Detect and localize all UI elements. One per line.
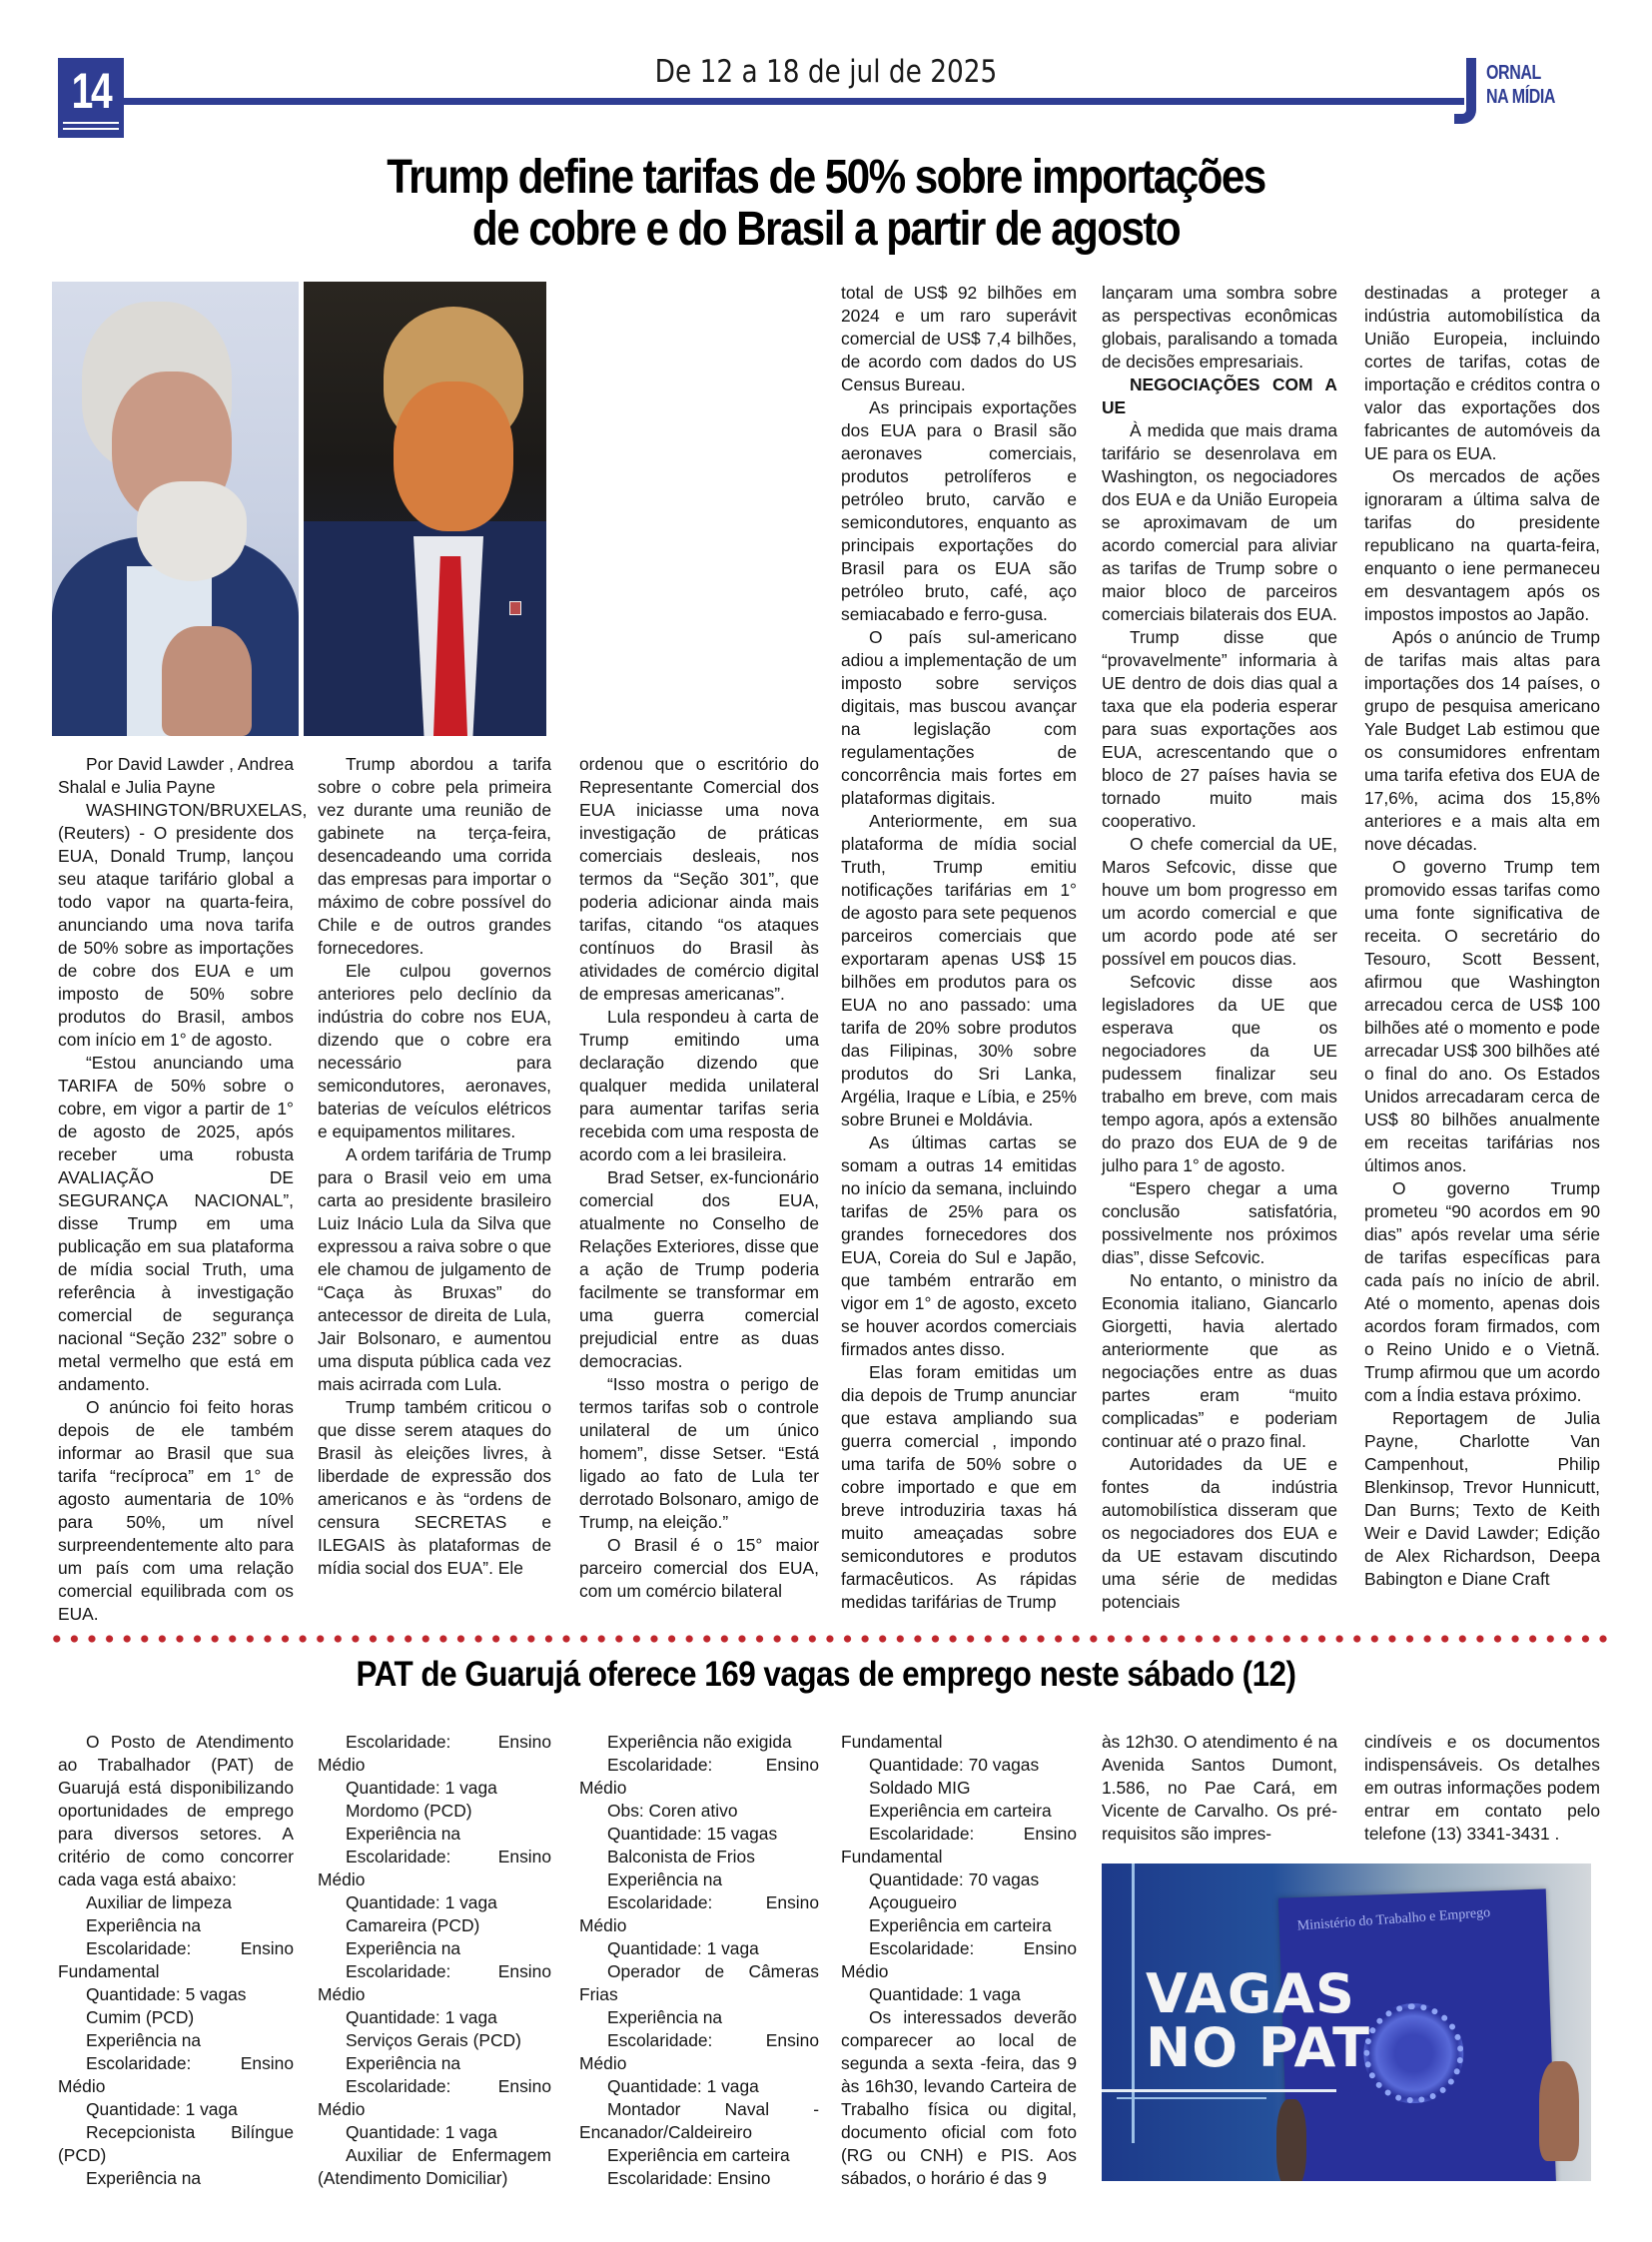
image-decoration bbox=[1276, 2099, 1306, 2181]
paragraph: O Brasil é o 15° maior parceiro comercial dos EUA, com um comércio bilateral bbox=[579, 1535, 819, 1601]
job-title: Operador de Câmeras Frias bbox=[579, 1961, 819, 2004]
job-detail: Escolaridade: Ensino Médio bbox=[318, 1961, 551, 2004]
image-title bbox=[1146, 1962, 1370, 2079]
article-column-2 bbox=[318, 753, 551, 1580]
article-column-6 bbox=[1364, 282, 1600, 1591]
paragraph: À medida que mais drama tarifário se desenrolava em Washington, os negociadores dos EUA e da União Europeia se aproximavam de um acordo comercial para aliviar as tarifas de Trump sobre o maior bloco de parceiros comerciais bilaterais dos EUA. bbox=[1102, 420, 1337, 624]
photo-detail bbox=[162, 626, 252, 736]
article2-column-1 bbox=[58, 1731, 294, 2190]
job-detail: Quantidade: 1 vaga bbox=[346, 1778, 497, 1798]
paragraph: O governo Trump prometeu “90 acordos em 90 dias” após revelar uma série de tarifas específicas para cada país no início de abril. Até o momento, apenas dois acordos foram firmados, com o Reino Unido e o Vietnã. Trump afirmou que um acordo com a Índia estava próximo. bbox=[1364, 1178, 1600, 1405]
image-title-line-2: NO PAT bbox=[1146, 2016, 1370, 2079]
paragraph: Sefcovic disse aos legisladores da UE que esperava que os negociadores da UE pudessem finalizar seu trabalho em breve, com mais tempo agora, após a extensão do prazo dos EUA de 9 de julho para 1° de agosto. bbox=[1102, 972, 1337, 1175]
job-detail: Experiência na bbox=[86, 2030, 202, 2050]
job-detail: Escolaridade: Ensino Fundamental bbox=[58, 1938, 294, 1981]
paragraph: WASHINGTON/BRUXELAS, (Reuters) - O presidente dos EUA, Donald Trump, lançou seu ataque tarifário global a todo vapor na quarta-feira, anunciando uma nova tarifa de 50% sobre as importações de cobre dos EUA e um imposto de 50% sobre produtos do Brasil, ambos com início em 1° de agosto. bbox=[58, 800, 308, 1050]
paragraph: Ele culpou governos anteriores pelo declínio da indústria do cobre nos EUA, dizendo que o cobre era necessário para semicondutores, aeronaves, baterias de veículos elétricos e equipamentos militares. bbox=[318, 961, 551, 1141]
article2-column-6 bbox=[1364, 1731, 1600, 1846]
job-title: Balconista de Frios bbox=[607, 1847, 755, 1867]
photo-lula bbox=[52, 282, 299, 736]
job-title: Cumim (PCD) bbox=[86, 2007, 195, 2027]
flag-pin-icon bbox=[509, 601, 521, 615]
paragraph: As principais exportações dos EUA para o Brasil são aeronaves comerciais, produtos petrolíferos e petróleo bruto, carvão e semicondutores, enquanto as principais exportações do Brasil para os EUA são petróleo bruto, café, aço semiacabado e ferro-gusa. bbox=[841, 397, 1077, 624]
job-detail: Fundamental bbox=[841, 1732, 943, 1752]
job-detail: Quantidade: 1 vaga bbox=[86, 2099, 238, 2119]
paragraph: “Espero chegar a uma conclusão satisfatória, possivelmente nos próximos dias”, disse Sefcovic. bbox=[1102, 1178, 1337, 1267]
job-detail: Quantidade: 1 vaga bbox=[869, 1984, 1021, 2004]
paragraph: ordenou que o escritório do Representante Comercial dos EUA iniciasse uma nova investigação de práticas comerciais desleais, nos termos da “Seção 301”, que poderia adicionar ainda mais tarifas, citando “os ataques contínuos do Brasil às atividades de comércio digital de empresas americanas”. bbox=[579, 754, 819, 1004]
job-title: Auxiliar de limpeza bbox=[86, 1892, 232, 1912]
logo-line-1: ORNAL bbox=[1486, 62, 1541, 84]
job-detail: Obs: Coren ativo bbox=[607, 1801, 738, 1821]
paragraph: total de US$ 92 bilhões em 2024 e um raro superávit comercial de US$ 7,4 bilhões, de acordo com dados do US Census Bureau. bbox=[841, 283, 1077, 394]
article-column-3 bbox=[579, 753, 819, 1603]
section-subheading: NEGOCIAÇÕES COM A UE bbox=[1102, 374, 1337, 417]
paragraph: cindíveis e os documentos indispensáveis. Os detalhes em outras informações podem entrar em contato pelo telefone (13) 3341-3431 . bbox=[1364, 1732, 1600, 1844]
dotted-divider bbox=[48, 1634, 1608, 1644]
paragraph: às 12h30. O atendimento é na Avenida Santos Dumont, 1.586, no Pae Cará, em Vicente de Carvalho. Os pré-requisitos são impres- bbox=[1102, 1732, 1337, 1844]
paragraph: Brad Setser, ex-funcionário comercial dos EUA, atualmente no Conselho de Relações Exteriores, disse que a ação de Trump poderia facilmente se transformar em uma guerra comercial prejudicial entre as duas democracias. bbox=[579, 1167, 819, 1371]
image-decoration bbox=[1117, 2097, 1266, 2099]
image-decoration bbox=[1102, 2089, 1336, 2092]
job-detail: Experiência em carteira bbox=[607, 2145, 790, 2165]
paragraph: Elas foram emitidas um dia depois de Trump anunciar que estava ampliando sua guerra comercial , impondo uma tarifa de 50% sobre o cobre importado e que em breve introduziria taxas há muito ameaçadas sobre semicondutores e produtos farmacêuticos. As rápidas medidas tarifárias de Trump bbox=[841, 1362, 1077, 1612]
byline: Por David Lawder , Andrea Shalal e Julia Payne bbox=[58, 754, 294, 797]
job-detail: Escolaridade: Ensino Médio bbox=[579, 1892, 819, 1935]
image-decoration bbox=[1132, 1864, 1135, 2143]
paragraph: Autoridades da UE e fontes da indústria automobilística disseram que os negociadores dos EUA e da UE estavam discutindo uma série de medidas potenciais bbox=[1102, 1454, 1337, 1612]
photo-detail bbox=[394, 381, 513, 531]
job-detail: Quantidade: 1 vaga bbox=[607, 1938, 759, 1958]
headline-line-1: Trump define tarifas de 50% sobre importações bbox=[387, 151, 1265, 204]
paragraph: No entanto, o ministro da Economia italiano, Giancarlo Giorgetti, havia alertado anteriormente que as negociações entre as duas partes eram “muito complicadas” e poderiam continuar até o prazo final. bbox=[1102, 1270, 1337, 1451]
job-detail: Experiência na bbox=[346, 1824, 461, 1844]
paragraph: O chefe comercial da UE, Maros Sefcovic, disse que houve um bom progresso em um acordo comercial e que um acordo pode até ser possível em poucos dias. bbox=[1102, 834, 1337, 969]
paragraph: A ordem tarifária de Trump para o Brasil veio em uma carta ao presidente brasileiro Luiz Inácio Lula da Silva que expressou a raiva sobre o que ele chamou de julgamento de “Caça às Bruxas” do antecessor de direita de Lula, Jair Bolsonaro, e aumentou uma disputa pública cada vez mais acirrada com Lula. bbox=[318, 1144, 551, 1394]
job-detail: Escolaridade: Ensino Médio bbox=[58, 2053, 294, 2096]
credits: Reportagem de Julia Payne, Charlotte Van Campenhout, Philip Blenkinsop, Trevor Hunnicutt, Dan Burns; Texto de Keith Weir e David Lawder; Edição de Alex Richardson, Deepa Babington e Diane Craft bbox=[1364, 1408, 1600, 1589]
header-rule bbox=[122, 98, 1464, 105]
paragraph: “Estou anunciando uma TARIFA de 50% sobre o cobre, em vigor a partir de 1° de agosto de 2025, após receber uma robusta AVALIAÇÃO DE SEGURANÇA NACIONAL”, disse Trump em uma publicação em sua plataforma de mídia social Truth, uma referência à investigação comercial de segurança nacional “Seção 232” sobre o metal vermelho que está em andamento. bbox=[58, 1053, 294, 1394]
issue-date: De 12 a 18 de jul de 2025 bbox=[654, 54, 998, 90]
job-title: Recepcionista Bilíngue (PCD) bbox=[58, 2122, 294, 2165]
paragraph: Trump disse que “provavelmente” informaria à UE dentro de dois dias qual a taxa que ela poderia esperar para suas exportações aos EUA, acrescentando que o bloco de 27 países havia se tornado muito mais cooperativo. bbox=[1102, 627, 1337, 831]
page-number-badge bbox=[58, 58, 124, 138]
article-column-4 bbox=[841, 282, 1077, 1614]
logo-j-top bbox=[1466, 58, 1476, 68]
paragraph: O governo Trump tem promovido essas tarifas como uma fonte significativa de receita. O secretário do Tesouro, Scott Bessent, afirmou que Washington arrecadou cerca de US$ 100 bilhões até o momento e pode arrecadar US$ 300 bilhões até o final do ano. Os Estados Unidos arrecadaram cerca de US$ 80 bilhões anualmente em receitas tarifárias nos últimos anos. bbox=[1364, 857, 1600, 1175]
job-detail: Experiência em carteira bbox=[869, 1801, 1052, 1821]
job-title: Auxiliar de Enfermagem (Atendimento Domiciliar) bbox=[318, 2145, 551, 2188]
book-title: Ministério do Trabalho e Emprego bbox=[1296, 1905, 1491, 1934]
job-title: Soldado MIG bbox=[869, 1778, 971, 1798]
job-detail: Quantidade: 70 vagas bbox=[869, 1869, 1040, 1889]
page-number-bars-icon bbox=[63, 122, 119, 130]
paragraph: As últimas cartas se somam a outras 14 emitidas no início da semana, incluindo tarifas de 25% para os grandes fornecedores dos EUA, Coreia do Sul e Japão, que também entrarão em vigor em 1° de agosto, exceto se houver acordos comerciais firmados antes disso. bbox=[841, 1132, 1077, 1359]
vagas-no-pat-image bbox=[1102, 1864, 1591, 2181]
paragraph: lançaram uma sombra sobre as perspectivas econômicas globais, paralisando a tomada de decisões empresariais. bbox=[1102, 283, 1337, 372]
job-detail: Experiência na bbox=[86, 1915, 202, 1935]
job-detail: Escolaridade: Ensino bbox=[607, 2168, 771, 2188]
paragraph: Anteriormente, em sua plataforma de mídia social Truth, Trump emitiu notificações tarifárias em 1° de agosto para sete pequenos parceiros comerciais que exportaram apenas US$ 15 bilhões em produtos para os EUA no ano passado: uma tarifa de 20% sobre produtos das Filipinas, 30% sobre produtos do Sri Lanka, Argélia, Iraque e Líbia, e 25% sobre Brunei e Moldávia. bbox=[841, 811, 1077, 1129]
job-detail: Experiência não exigida bbox=[607, 1732, 792, 1752]
paragraph: Após o anúncio de Trump de tarifas mais altas para importações dos 14 países, o grupo de pesquisa americano Yale Budget Lab estimou que os consumidores enfrentam uma tarifa efetiva dos EUA de 17,6%, acima dos 15,8% anteriores e a mais alta em nove décadas. bbox=[1364, 627, 1600, 854]
photo-detail bbox=[137, 481, 247, 581]
job-detail: Quantidade: 15 vagas bbox=[607, 1824, 778, 1844]
paragraph: O anúncio foi feito horas depois de ele também informar ao Brasil que sua tarifa “recíproca” em 1° de agosto aumentaria de 10% para 50%, um nível surpreendentemente alto para um país com uma relação comercial equilibrada com os EUA. bbox=[58, 1397, 294, 1624]
job-detail: Escolaridade: Ensino Médio bbox=[318, 1847, 551, 1889]
job-detail: Quantidade: 1 vaga bbox=[346, 2122, 497, 2142]
paragraph: Trump também criticou o que disse serem ataques do Brasil às eleições livres, à liberdade de expressão dos americanos e às “ordens de censura SECRETAS e ILEGAIS às plataformas de mídia social dos EUA”. Ele bbox=[318, 1397, 551, 1578]
job-detail: Experiência em carteira bbox=[869, 1915, 1052, 1935]
paragraph: Os mercados de ações ignoraram a última salva de tarifas do presidente republicano na quarta-feira, enquanto o iene permaneceu em desvantagem após os impostos impostos ao Japão. bbox=[1364, 466, 1600, 624]
job-detail: Experiência na bbox=[86, 2168, 202, 2188]
article-headline bbox=[354, 152, 1297, 256]
coat-of-arms-icon bbox=[1362, 2001, 1465, 2104]
job-detail: Escolaridade: Ensino Médio bbox=[841, 1938, 1077, 1981]
job-detail: Escolaridade: Ensino Médio bbox=[579, 1755, 819, 1798]
job-title: Serviços Gerais (PCD) bbox=[346, 2030, 521, 2050]
headline-line-2: de cobre e do Brasil a partir de agosto bbox=[471, 203, 1181, 256]
publication-logo bbox=[1454, 58, 1614, 128]
article2-column-2 bbox=[318, 1731, 551, 2190]
image-decoration bbox=[1539, 2061, 1579, 2161]
paragraph: Os interessados deverão comparecer ao local de segunda a sexta -feira, das 9 às 16h30, levando Carteira de Trabalho física ou digital, documento oficial com foto (RG ou CNH) e PIS. Aos sábados, o horário é das 9 bbox=[841, 2007, 1077, 2188]
paragraph: “Isso mostra o perigo de termos tarifas sob o controle unilateral de um único homem”, disse Setser. “Está ligado ao fato de Lula ter derrotado Bolsonaro, amigo de Trump, na eleição.” bbox=[579, 1374, 819, 1532]
job-title: Mordomo (PCD) bbox=[346, 1801, 472, 1821]
job-title: Camareira (PCD) bbox=[346, 1915, 480, 1935]
job-detail: Escolaridade: Ensino Médio bbox=[318, 2076, 551, 2119]
article2-column-3 bbox=[579, 1731, 819, 2190]
job-detail: Experiência na bbox=[607, 1869, 723, 1889]
job-detail: Quantidade: 5 vagas bbox=[86, 1984, 247, 2004]
job-title: Açougueiro bbox=[869, 1892, 957, 1912]
job-detail: Escolaridade: Ensino Médio bbox=[579, 2030, 819, 2073]
paragraph: Trump abordou a tarifa sobre o cobre pela primeira vez durante uma reunião de gabinete na terça-feira, desencadeando uma corrida das empresas para importar o máximo de cobre possível do Chile e de outros grandes fornecedores. bbox=[318, 754, 551, 958]
article2-headline: PAT de Guarujá oferece 169 vagas de emprego neste sábado (12) bbox=[356, 1655, 1296, 1694]
job-detail: Escolaridade: Ensino Fundamental bbox=[841, 1824, 1077, 1867]
article2-column-5 bbox=[1102, 1731, 1337, 1846]
job-detail: Experiência na bbox=[346, 1938, 461, 1958]
paragraph: Lula respondeu à carta de Trump emitindo uma declaração dizendo que qualquer medida unilateral para aumentar tarifas seria recebida com uma resposta de acordo com a lei brasileira. bbox=[579, 1007, 819, 1164]
article-column-1 bbox=[58, 753, 308, 1626]
page-number: 14 bbox=[71, 63, 111, 119]
paragraph: O Posto de Atendimento ao Trabalhador (PAT) de Guarujá está disponibilizando oportunidades de emprego para diversos setores. A critério de como concorrer cada vaga está abaixo: bbox=[58, 1732, 294, 1889]
job-detail: Experiência na bbox=[346, 2053, 461, 2073]
photo-trump bbox=[304, 282, 546, 736]
job-detail: Experiência na bbox=[607, 2007, 723, 2027]
job-detail: Quantidade: 70 vagas bbox=[869, 1755, 1040, 1775]
paragraph: destinadas a proteger a indústria automobilística da União Europeia, incluindo cortes de tarifas, cotas de importação e créditos contra o valor das exportações dos fabricantes de automóveis da UE para os EUA. bbox=[1364, 283, 1600, 463]
logo-line-2: NA MÍDIA bbox=[1486, 86, 1556, 108]
article-column-5 bbox=[1102, 282, 1337, 1614]
job-detail: Escolaridade: Ensino Médio bbox=[318, 1732, 551, 1775]
job-detail: Quantidade: 1 vaga bbox=[346, 1892, 497, 1912]
paragraph: O país sul-americano adiou a implementação de um imposto sobre serviços digitais, mas buscou avançar na legislação com regulamentações de concorrência mais fortes em plataformas digitais. bbox=[841, 627, 1077, 808]
job-title: Montador Naval - Encanador/Caldeireiro bbox=[579, 2099, 819, 2142]
image-title-line-1: VAGAS bbox=[1146, 1962, 1355, 2025]
article2-column-4 bbox=[841, 1731, 1077, 2190]
job-detail: Quantidade: 1 vaga bbox=[607, 2076, 759, 2096]
job-detail: Quantidade: 1 vaga bbox=[346, 2007, 497, 2027]
